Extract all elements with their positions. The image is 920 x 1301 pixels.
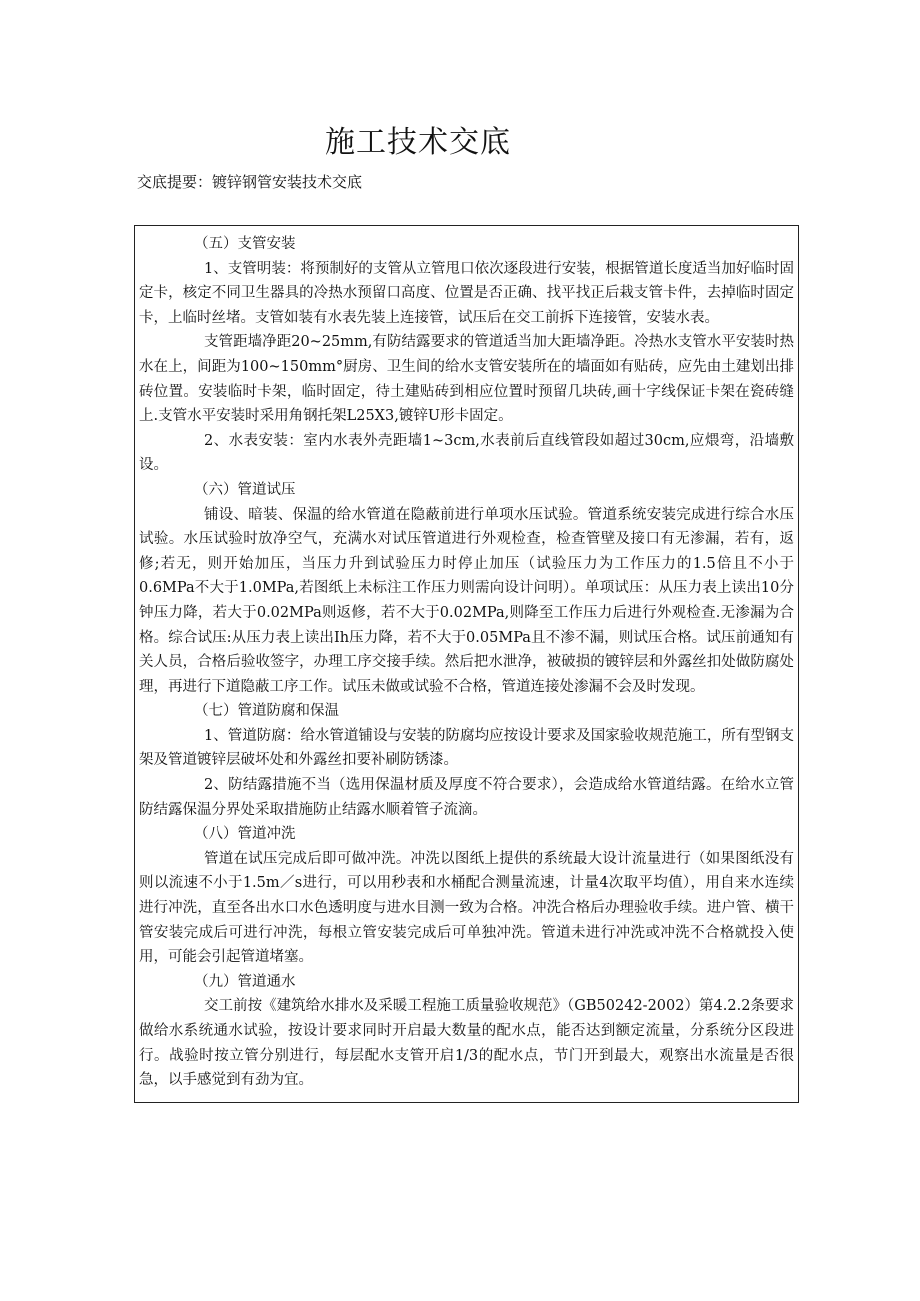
section-heading: （六）管道试压 xyxy=(194,481,296,498)
content-box xyxy=(134,225,799,1103)
paragraph: 1、管道防腐：给水管道铺设与安装的防腐均应按设计要求及国家验收规范施工，所有型钢支架及管道镀锌层破坏处和外露丝扣要补刷防锈漆。 xyxy=(139,727,794,769)
disclosure-summary: 交底提要：镀锌钢管安装技术交底 xyxy=(137,173,363,191)
paragraph: 1、支管明装：将预制好的支管从立管甩口依次逐段进行安装，根据管道长度适当加好临时固定卡，核定不同卫生器具的冷热水预留口高度、位置是否正确、找平找正后栽支管卡件，去掉临时固定卡，上临时丝堵。支管如装有水表先装上连接管，试压后在交工前拆下连接管，安装水表。 xyxy=(139,260,794,326)
section-heading: （七）管道防腐和保温 xyxy=(194,703,339,720)
section-heading: （八）管道冲洗 xyxy=(194,826,296,843)
paragraph: 交工前按《建筑给水排水及采暖工程施工质量验收规范》（GB50242-2002）第4.2.2条要求做给水系统通水试验，按设计要求同时开启最大数量的配水点，能否达到额定流量，分系统分区段进行。战验时按立管分别进行，每层配水支管开启1/3的配水点，节门开到最大，观察出水流量是否很急，以手感觉到有劲为宜。 xyxy=(139,998,794,1089)
paragraph: 2、防结露措施不当（选用保温材质及厚度不符合要求），会造成给水管道结露。在给水立管防结露保温分界处采取措施防止结露水顺着管子流滴。 xyxy=(139,777,794,818)
paragraph: 管道在试压完成后即可做冲洗。冲洗以图纸上提供的系统最大设计流量进行（如果图纸没有则以流速不小于1.5m／s进行，可以用秒表和水桶配合测量流速，计量4次取平均值），用自来水连续进行冲洗，直至各出水口水色透明度与进水目测一致为合格。冲洗合格后办理验收手续。进户管、横干管安装完成后可进行冲洗，每根立管安装完成后可单独冲洗。管道未进行冲洗或冲洗不合格就投入使用，可能会引起管道堵塞。 xyxy=(139,850,794,966)
section-heading: （五）支管安装 xyxy=(194,236,296,252)
paragraph: 铺设、暗装、保温的给水管道在隐蔽前进行单项水压试验。管道系统安装完成进行综合水压试验。水压试验时放净空气，充满水对试压管道进行外观检查，检查管壁及接口有无渗漏，若有，返修;若无，则开始加压，当压力升到试验压力时停止加压（试验压力为工作压力的1.5倍且不小于0.6MPa不大于1.0MPa,若图纸上未标注工作压力则需向设计问明）。单项试压：从压力表上读出10分钟压力降，若大于0.02MPa则返修，若不大于0.02MPa,则降至工作压力后进行外观检查.无渗漏为合格。综合试压:从压力表上读出Ih压力降，若不大于0.05MPa且不渗不漏，则试压合格。试压前通知有关人员，合格后验收签字，办理工序交接手续。然后把水泄净，被破损的镀锌层和外露丝扣处做防腐处理，再进行下道隐蔽工序工作。试压未做或试验不合格，管道连接处渗漏不会及时发现。 xyxy=(139,506,794,695)
page-title: 施工技术交底 xyxy=(325,125,511,160)
paragraph: 支管距墙净距20~25mm,有防结露要求的管道适当加大距墙净距。冷热水支管水平安装时热水在上，间距为100~150mm°厨房、卫生间的给水支管安装所在的墙面如有贴砖，应先由土建划出排砖位置。安装临时卡架，临时固定，待土建贴砖到相应位置时预留几块砖,画十字线保证卡架在瓷砖缝上.支管水平安装时采用角钢托架L25X3,镀锌U形卡固定。 xyxy=(139,334,794,425)
paragraph: 2、水表安装：室内水表外壳距墙1~3cm,水表前后直线管段如超过30cm,应煨弯，沿墙敷设。 xyxy=(139,432,794,474)
section-heading: （九）管道通水 xyxy=(194,973,296,990)
